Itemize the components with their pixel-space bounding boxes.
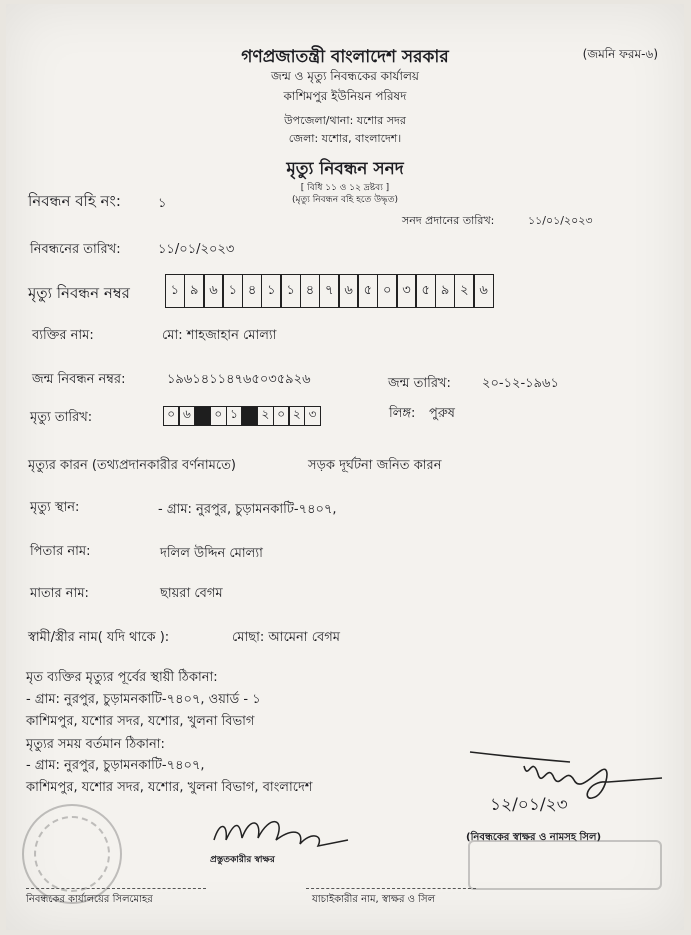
date-digit-box: ০ <box>210 406 227 426</box>
reg-digit-box: ৬ <box>473 274 494 308</box>
issue-date-value: ১১/০১/২০২৩ <box>528 214 593 227</box>
death-reg-label: মৃত্যু নিবন্ধন নম্বর <box>28 284 130 302</box>
spouse-value: মোছা: আমেনা বেগম <box>232 630 340 645</box>
present-address-line2: কাশিমপুর, যশোর সদর, যশোর, খুলনা বিভাগ, বাংলাদেশ <box>26 780 313 795</box>
reg-digit-box: ৬ <box>338 274 359 308</box>
date-digit-box: ৩ <box>304 406 321 426</box>
gender-label: লিঙ্গ: <box>389 406 416 421</box>
issue-date-label: সনদ প্রদানের তারিখ: <box>402 214 495 227</box>
permanent-address-label: মৃত ব্যক্তির মৃত্যুর পূর্বের স্থায়ী ঠিকানা: <box>26 670 218 685</box>
seal-line <box>26 888 206 889</box>
verifier-line <box>306 888 476 889</box>
birth-date-label: জন্ম তারিখ: <box>388 376 451 391</box>
extract-note: (মৃত্যু নিবন্ধন বহি হতে উদ্ধৃত) <box>291 195 399 205</box>
reg-digit-box: ৩ <box>396 274 417 308</box>
mother-value: ছায়রা বেগম <box>160 586 223 601</box>
present-address-line1: - গ্রাম: নুরপুর, চুড়ামনকাটি-৭৪০৭, <box>26 758 205 773</box>
reg-digit-box: ৫ <box>415 274 436 308</box>
death-date-boxes <box>164 406 321 426</box>
date-separator-box <box>194 406 211 426</box>
person-name-label: ব্যক্তির নাম: <box>32 328 94 343</box>
date-digit-box: ২ <box>288 406 305 426</box>
rule-note: [ বিধি ১১ ও ১২ দ্রষ্টব্য ] <box>300 183 390 193</box>
reg-digit-box: ২ <box>454 274 475 308</box>
district-line: জেলা: যশোর, বাংলাদেশ। <box>288 132 402 145</box>
book-no-value: ১ <box>158 196 167 211</box>
birth-date-value: ২০-১২-১৯৬১ <box>482 376 559 391</box>
date-separator-box <box>241 406 258 426</box>
cause-value: সড়ক দূর্ঘটনা জনিত কারন <box>308 458 442 473</box>
mother-label: মাতার নাম: <box>30 586 89 601</box>
date-digit-box: ২ <box>257 406 274 426</box>
permanent-address-line2: কাশিমপুর, যশোর সদর, যশোর, খুলনা বিভাগ <box>26 714 255 729</box>
reg-digit-box: ৬ <box>203 274 224 308</box>
permanent-address-line1: - গ্রাম: নুরপুর, চুড়ামনকাটি-৭৪০৭, ওয়ার্ড - ১ <box>26 692 261 707</box>
reg-digit-box: ১ <box>280 274 301 308</box>
birth-reg-value: ১৯৬১৪১১৪৭৬৫০৩৫৯২৬ <box>167 372 311 387</box>
father-value: দলিল উদ্দিন মোল্যা <box>160 546 263 561</box>
form-number: (জমনি ফরম-৬) <box>582 47 658 61</box>
union-name: কাশিমপুর ইউনিয়ন পরিষদ <box>283 89 407 103</box>
father-label: পিতার নাম: <box>30 544 91 559</box>
person-name-value: মো: শাহজাহান মোল্যা <box>162 328 277 343</box>
date-digit-box: ০ <box>163 406 180 426</box>
reg-digit-box: ১ <box>165 274 186 308</box>
office-name: জন্ম ও মৃত্যু নিবন্ধকের কার্যালয় <box>271 69 419 83</box>
reg-digit-box: ৪ <box>242 274 263 308</box>
cause-label: মৃত্যুর কারন (তথ্যপ্রদানকারীর বর্ণনামতে) <box>28 458 236 473</box>
present-address-label: মৃত্যুর সময় বর্তমান ঠিকানা: <box>26 737 165 752</box>
seal-label: নিবন্ধকের কার্যালয়ের সিলমোহর <box>26 894 153 905</box>
death-place-value: - গ্রাম: নুরপুর, চুড়ামনকাটি-৭৪০৭, <box>158 502 337 517</box>
date-digit-box: ১ <box>226 406 243 426</box>
death-reg-number-boxes <box>166 274 494 308</box>
reg-digit-box: ৪ <box>300 274 321 308</box>
reg-digit-box: ১ <box>222 274 243 308</box>
registrar-name-stamp <box>468 840 662 890</box>
govt-title: গণপ্রজাতন্ত্রী বাংলাদেশ সরকার <box>241 47 449 67</box>
death-place-label: মৃত্যু স্থান: <box>30 500 80 515</box>
date-digit-box: ৬ <box>178 406 195 426</box>
reg-date-label: নিবন্ধনের তারিখ: <box>30 242 121 257</box>
reg-date-value: ১১/০১/২০২৩ <box>158 242 235 257</box>
registrar-sign-label: (নিবন্ধকের স্বাক্ষর ও নামসহ সিল) <box>466 832 602 843</box>
birth-reg-label: জন্ম নিবন্ধন নম্বর: <box>32 372 126 387</box>
preparer-sign-label: প্রস্তুতকারীর স্বাক্ষর <box>210 855 275 865</box>
handwritten-date: ১২/০১/২৩ <box>490 795 568 815</box>
reg-digit-box: ১ <box>261 274 282 308</box>
verifier-label: যাচাইকারীর নাম, স্বাক্ষর ও সিল <box>312 894 436 905</box>
spouse-label: স্বামী/স্ত্রীর নাম( যদি থাকে ): <box>28 630 170 645</box>
upazila-line: উপজেলা/থানা: যশোর সদর <box>284 114 406 127</box>
gender-value: পুরুষ <box>429 406 455 421</box>
reg-digit-box: ৫ <box>357 274 378 308</box>
certificate-paper <box>6 4 684 930</box>
reg-digit-box: ৭ <box>319 274 340 308</box>
reg-digit-box: ০ <box>377 274 398 308</box>
office-seal-inner <box>34 816 110 892</box>
reg-digit-box: ৯ <box>184 274 205 308</box>
death-date-label: মৃত্যু তারিখ: <box>30 410 93 425</box>
book-no-label: নিবন্ধন বহি নং: <box>28 192 121 210</box>
reg-digit-box: ৯ <box>435 274 456 308</box>
date-digit-box: ০ <box>273 406 290 426</box>
certificate-title: মৃত্যু নিবন্ধন সনদ <box>286 159 404 179</box>
